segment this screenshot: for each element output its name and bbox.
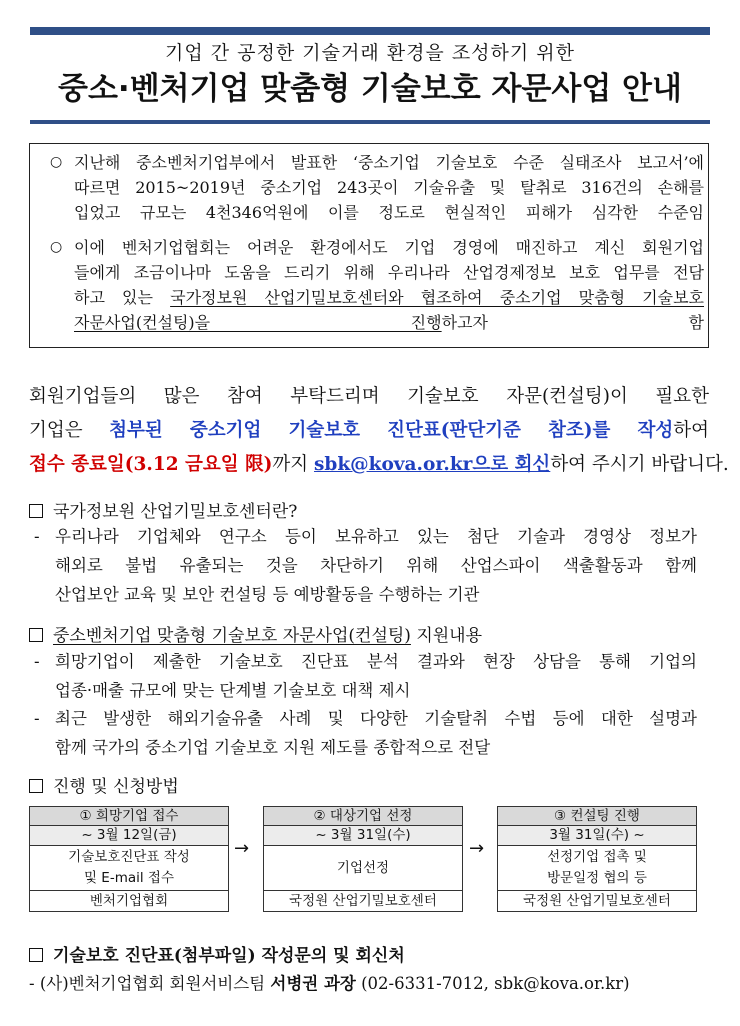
request-email-link[interactable]: sbk@kova.or.kr으로 회신 <box>313 454 551 475</box>
step-1-org: 벤처기업협회 <box>89 893 169 909</box>
step-2-date: ~ 3월 31일(수) <box>264 826 462 846</box>
contact-info[interactable]: (02-6331-7012, sbk@kova.or.kr) <box>355 974 630 993</box>
dash-icon: - <box>34 652 40 671</box>
title-bottom-bar <box>30 120 710 124</box>
process-step-1 <box>29 806 229 912</box>
square-bullet-icon <box>29 628 43 642</box>
section-3-heading <box>29 772 179 797</box>
square-bullet-icon <box>29 779 43 793</box>
intro-bullet-2-line-3a: 하고 있는 <box>74 288 171 307</box>
step-3-content-2: 방문일정 협의 등 <box>547 870 647 886</box>
section-1-line-2: 해외로 불법 유출되는 것을 차단하기 위해 산업스파이 색출활동과 함께 <box>55 556 697 575</box>
intro-bullet-2-line-4a: 자문사업(컨설팅)을 진행 <box>74 313 442 332</box>
request-line-3d: 하여 주시기 바랍니다. <box>550 454 729 475</box>
square-bullet-icon <box>29 504 43 518</box>
step-1-header: ① 희망기업 접수 <box>30 807 228 826</box>
section-4-title: 기술보호 진단표(첨부파일) 작성문의 및 회신처 <box>53 946 405 966</box>
section-2-item-1-line-1: 희망기업이 제출한 기술보호 진단표 분석 결과와 현장 상담을 통해 기업의 <box>55 652 697 671</box>
step-3-date: 3월 31일(수) ~ <box>498 826 696 846</box>
section-2-item-2-line-2: 함께 국가의 중소기업 기술보호 지원 제도를 종합적으로 전달 <box>55 738 491 757</box>
circle-bullet-icon: ○ <box>50 154 63 170</box>
step-3-content-1: 선정기업 접촉 및 <box>547 849 647 865</box>
circle-bullet-icon: ○ <box>50 239 63 255</box>
intro-bullet-2-line-1: 이에 벤처기업협회는 어려운 환경에서도 기업 경영에 매진하고 계신 회원기업 <box>74 238 704 257</box>
section-1-heading <box>29 497 297 522</box>
intro-bullet-2-line-2: 들에게 조금이나마 도움을 드리기 위해 우리나라 산업경제정보 보호 업무를 전담 <box>74 263 704 282</box>
request-line-1: 회원기업들의 많은 참여 부탁드리며 기술보호 자문(컨설팅)이 필요한 <box>29 386 709 407</box>
step-1-content-2: 및 E-mail 접수 <box>83 870 175 886</box>
section-2-item-1-line-2: 업종·매출 규모에 맞는 단계별 기술보호 대책 제시 <box>55 681 411 700</box>
intro-box <box>29 143 709 348</box>
process-step-3 <box>497 806 697 912</box>
step-3-org: 국정원 산업기밀보호센터 <box>523 893 671 909</box>
step-3-header: ③ 컨설팅 진행 <box>498 807 696 826</box>
section-1-line-3: 산업보안 교육 및 보안 컨설팅 등 예방활동을 수행하는 기관 <box>55 585 480 604</box>
step-2-header: ② 대상기업 선정 <box>264 807 462 826</box>
request-paragraph <box>29 380 729 482</box>
process-step-2 <box>263 806 463 912</box>
arrow-right-icon: → <box>234 838 250 859</box>
section-2-title-rest: 지원내용 <box>410 626 483 646</box>
step-2-org: 국정원 산업기밀보호센터 <box>289 893 437 909</box>
intro-bullet-2-line-4b: 하고자 함 <box>441 313 704 332</box>
intro-bullet-2-line-3b: 국가정보원 산업기밀보호센터와 협조하여 중소기업 맞춤형 기술보호 <box>170 288 705 307</box>
intro-bullet-1-line-1: 지난해 중소벤처기업부에서 발표한 ‘중소기업 기술보호 수준 실태조사 보고서’에 <box>74 153 704 172</box>
section-2-item-2-line-1: 최근 발생한 해외기술유출 사례 및 다양한 기술탈취 수법 등에 대한 설명과 <box>55 709 697 728</box>
request-line-2a: 기업은 <box>29 420 110 441</box>
request-line-3b: 까지 <box>272 454 314 475</box>
request-deadline: 접수 종료일(3.12 금요일 限) <box>29 454 273 475</box>
square-bullet-icon <box>29 948 43 962</box>
step-2-content-1: 기업선정 <box>336 859 390 876</box>
dash-icon: - <box>34 709 40 728</box>
section-1-title: 국가정보원 산업기밀보호센터란? <box>53 502 298 522</box>
step-1-content-1: 기술보호진단표 작성 <box>68 849 190 865</box>
intro-bullet-1-line-3: 입었고 규모는 4천346억원에 이를 정도로 현실적인 피해가 심각한 수준임 <box>74 203 704 222</box>
page-title: 중소·벤처기업 맞춤형 기술보호 자문사업 안내 <box>58 71 682 107</box>
contact-person: 서병권 과장 <box>270 974 356 993</box>
title-top-bar <box>30 27 710 35</box>
contact-team: (사)벤처기업협회 회원서비스팀 <box>39 974 271 993</box>
arrow-right-icon: → <box>469 838 485 859</box>
step-1-date: ~ 3월 12일(금) <box>30 826 228 846</box>
section-4-heading <box>29 941 405 966</box>
section-2-title: 중소벤처기업 맞춤형 기술보호 자문사업(컨설팅) <box>53 626 411 646</box>
dash-icon: - <box>34 527 40 546</box>
intro-bullet-1-line-2: 따르면 2015~2019년 중소기업 243곳이 기술유출 및 탈취로 316건의 손해를 <box>74 178 704 197</box>
request-line-2c: 하여 <box>673 420 710 441</box>
page-subtitle: 기업 간 공정한 기술거래 환경을 조성하기 위한 <box>165 42 575 64</box>
section-3-title: 진행 및 신청방법 <box>53 777 179 797</box>
contact-line <box>29 970 699 994</box>
dash-icon: - <box>29 974 35 993</box>
section-1-line-1: 우리나라 기업체와 연구소 등이 보유하고 있는 첨단 기술과 경영상 정보가 <box>55 527 697 546</box>
request-highlight-form: 첨부된 중소기업 기술보호 진단표(판단기준 참조)를 작성 <box>109 420 674 441</box>
section-2-heading <box>29 621 482 646</box>
